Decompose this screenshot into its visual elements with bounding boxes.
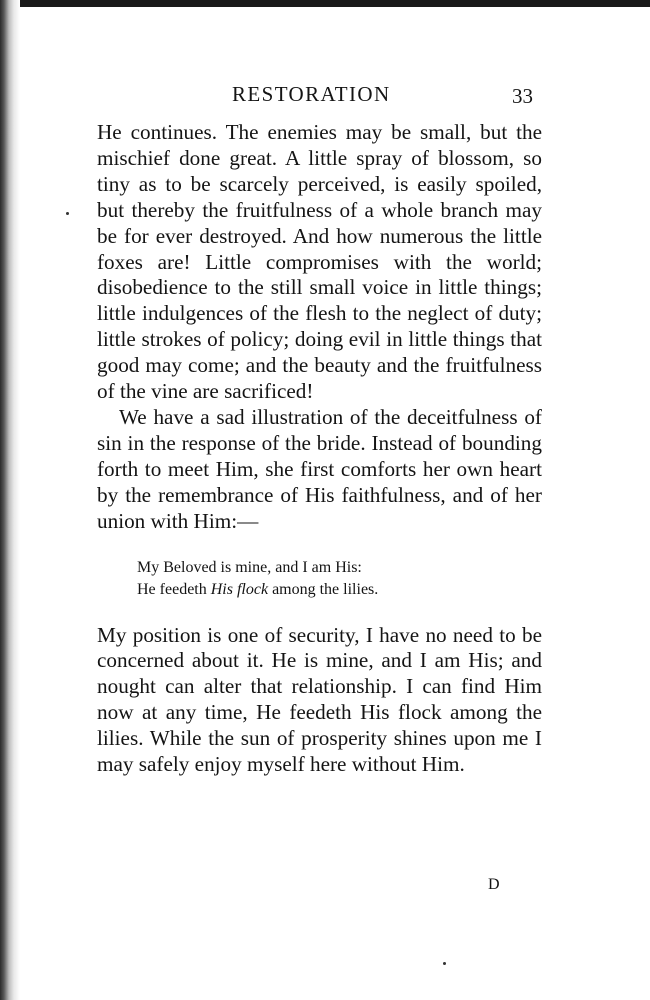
verse-line-1: My Beloved is mine, and I am His: — [137, 558, 362, 576]
signature-mark: D — [488, 876, 500, 893]
verse-italic-phrase: His flock — [210, 580, 269, 598]
paragraph-1: He continues. The enemies may be small, but the mischief done great. A little spray of blossom, so tiny as to be scarcely perceived, is easily spoiled, but thereby the fruitfulness of a whole branch may be for ever destroyed. And how numerous the little foxes are! Little compromises with the world; disobedience to the still small voice in little things; little indulgences of the flesh to the neglect of duty; little strokes of policy; doing evil in little things that good may come; and the beauty and the fruitfulness of the vine are sacrificed! — [97, 120, 542, 404]
page-number: 33 — [512, 84, 533, 108]
scan-speck — [443, 962, 446, 965]
scan-speck — [66, 212, 69, 215]
verse-quote — [137, 557, 542, 601]
running-head: RESTORATION — [232, 82, 391, 106]
verse-line-2-end: among the lilies. — [268, 580, 379, 598]
page-top-edge — [0, 0, 650, 7]
paragraph-2: We have a sad illustration of the deceitfulness of sin in the response of the bride. Instead of bounding forth to meet Him, she first comforts her own heart by the remembrance of His faithfulness, and of her union with Him:— — [97, 404, 542, 533]
page-header — [0, 80, 650, 110]
verse-line-2 — [137, 579, 542, 601]
body-text — [97, 120, 542, 778]
paragraph-3: My position is one of security, I have no need to be concerned about it. He is mine, and I am His; and nought can alter that relationship. I can find Him now at any time, He feedeth His flock among the lilies. While the sun of prosperity shines upon me I may safely enjoy myself here without Him. — [97, 622, 542, 777]
verse-line-2-start: He feedeth — [137, 580, 211, 598]
book-spine-shadow — [0, 0, 20, 1000]
